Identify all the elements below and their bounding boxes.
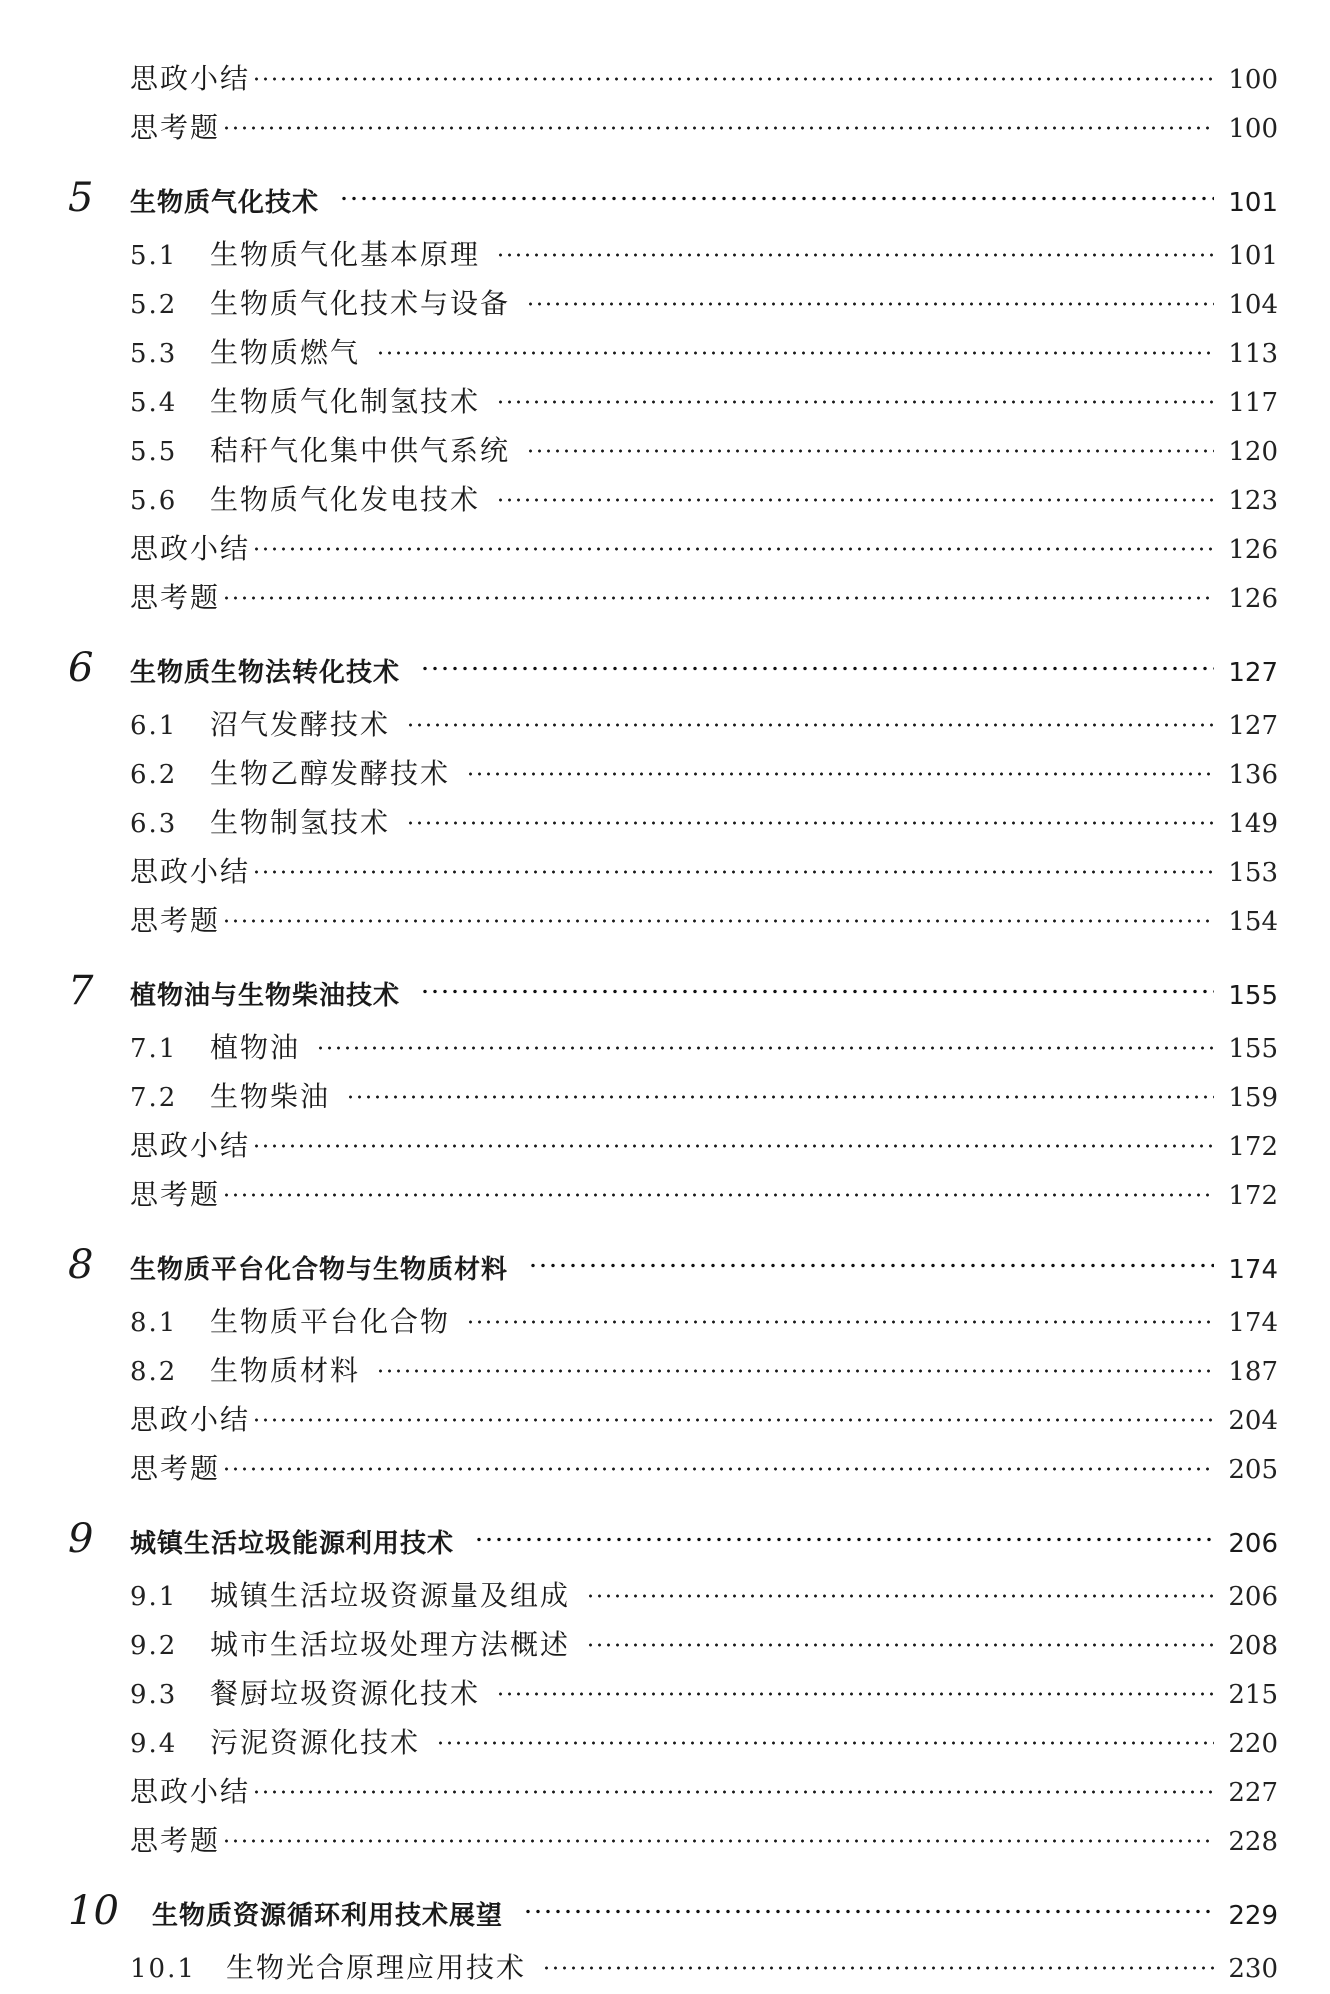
section-title: 秸秆气化集中供气系统 xyxy=(210,434,511,467)
chapter-title: 生物质资源循环利用技术展望 xyxy=(152,1901,504,1931)
page-number: 123 xyxy=(1228,486,1278,516)
chapter-number: 5 xyxy=(68,175,94,221)
section-title: 生物质气化发电技术 xyxy=(210,483,481,516)
page-number: 187 xyxy=(1228,1357,1278,1387)
dot-leader xyxy=(420,666,1214,671)
section-title: 生物质平台化合物 xyxy=(210,1305,451,1338)
page-number: 220 xyxy=(1228,1729,1278,1759)
chapter-number: 9 xyxy=(68,1516,94,1562)
toc-entry[interactable] xyxy=(68,573,1278,622)
dot-leader xyxy=(346,1095,1214,1099)
page-number: 149 xyxy=(1228,809,1278,839)
section-entry[interactable] xyxy=(68,1669,1278,1718)
entry-title: 思考题 xyxy=(130,904,221,937)
dot-leader xyxy=(496,498,1214,502)
section-entry[interactable] xyxy=(68,377,1278,426)
page-number: 155 xyxy=(1228,981,1278,1011)
dot-leader xyxy=(376,1369,1214,1373)
entry-title: 思政小结 xyxy=(130,1775,251,1808)
section-number: 9.1 xyxy=(130,1582,178,1612)
section-title: 生物质燃气 xyxy=(210,336,361,369)
section-entry[interactable] xyxy=(68,700,1278,749)
dot-leader xyxy=(523,1909,1214,1914)
chapter-heading[interactable] xyxy=(68,959,1278,1023)
page-number: 174 xyxy=(1228,1308,1278,1338)
page-number: 208 xyxy=(1228,1631,1278,1661)
section-number: 5.1 xyxy=(130,241,178,271)
section-title: 生物质气化基本原理 xyxy=(210,238,481,271)
dot-leader xyxy=(586,1643,1214,1647)
page-number: 100 xyxy=(1228,65,1278,95)
dot-leader xyxy=(252,1418,1214,1422)
toc-entry[interactable] xyxy=(68,54,1278,103)
section-entry[interactable] xyxy=(68,1023,1278,1072)
dot-leader xyxy=(376,351,1214,355)
toc-entry[interactable] xyxy=(68,847,1278,896)
page-number: 154 xyxy=(1228,907,1278,937)
section-entry[interactable] xyxy=(68,1297,1278,1346)
entry-title: 思考题 xyxy=(130,111,221,144)
dot-leader xyxy=(406,821,1214,825)
section-title: 生物乙醇发酵技术 xyxy=(210,757,451,790)
section-title: 污泥资源化技术 xyxy=(210,1726,421,1759)
section-entry[interactable] xyxy=(68,426,1278,475)
dot-leader xyxy=(222,1839,1214,1843)
dot-leader xyxy=(222,1467,1214,1471)
chapter-number: 7 xyxy=(68,968,94,1014)
section-number: 5.2 xyxy=(130,290,178,320)
toc-entry[interactable] xyxy=(68,896,1278,945)
dot-leader xyxy=(496,400,1214,404)
section-title: 生物质气化制氢技术 xyxy=(210,385,481,418)
section-number: 9.3 xyxy=(130,1680,178,1710)
chapter-title: 生物质生物法转化技术 xyxy=(130,658,401,688)
dot-leader xyxy=(528,1263,1214,1268)
page-number: 127 xyxy=(1228,658,1278,688)
page-number: 104 xyxy=(1228,290,1278,320)
dot-leader xyxy=(222,126,1214,130)
section-entry[interactable] xyxy=(68,1718,1278,1767)
section-title: 餐厨垃圾资源化技术 xyxy=(210,1677,481,1710)
entry-title: 思政小结 xyxy=(130,1129,251,1162)
toc-entry[interactable] xyxy=(68,1767,1278,1816)
page-number: 136 xyxy=(1228,760,1278,790)
dot-leader xyxy=(252,870,1214,874)
page-number: 159 xyxy=(1228,1083,1278,1113)
section-number: 8.2 xyxy=(130,1357,178,1387)
page-number: 101 xyxy=(1228,241,1278,271)
page-number: 100 xyxy=(1228,114,1278,144)
page-number: 206 xyxy=(1228,1582,1278,1612)
section-entry[interactable] xyxy=(68,279,1278,328)
toc-entry[interactable] xyxy=(68,1121,1278,1170)
dot-leader xyxy=(496,1692,1214,1696)
section-entry[interactable] xyxy=(68,1072,1278,1121)
page-number: 206 xyxy=(1228,1529,1278,1559)
section-entry[interactable] xyxy=(68,475,1278,524)
section-number: 7.2 xyxy=(130,1083,178,1113)
section-number: 5.4 xyxy=(130,388,178,418)
section-number: 9.2 xyxy=(130,1631,178,1661)
chapter-heading[interactable] xyxy=(68,636,1278,700)
section-title: 生物质气化技术与设备 xyxy=(210,287,511,320)
page-number: 228 xyxy=(1228,1827,1278,1857)
section-number: 5.5 xyxy=(130,437,178,467)
page-number: 155 xyxy=(1228,1034,1278,1064)
page-number: 153 xyxy=(1228,858,1278,888)
section-title: 生物柴油 xyxy=(210,1080,331,1113)
entry-title: 思考题 xyxy=(130,1178,221,1211)
section-entry[interactable] xyxy=(68,1571,1278,1620)
dot-leader xyxy=(252,1790,1214,1794)
entry-title: 思考题 xyxy=(130,581,221,614)
dot-leader xyxy=(252,547,1214,551)
section-number: 5.3 xyxy=(130,339,178,369)
section-title: 植物油 xyxy=(210,1031,301,1064)
section-title: 生物光合原理应用技术 xyxy=(226,1951,527,1984)
section-entry[interactable] xyxy=(68,1943,1278,1992)
toc-entry[interactable] xyxy=(68,1170,1278,1219)
dot-leader xyxy=(252,1144,1214,1148)
dot-leader xyxy=(474,1537,1214,1542)
section-title: 城镇生活垃圾资源量及组成 xyxy=(210,1579,571,1612)
toc-entry[interactable] xyxy=(68,524,1278,573)
entry-title: 思考题 xyxy=(130,1824,221,1857)
page-number: 229 xyxy=(1228,1901,1278,1931)
chapter-title: 植物油与生物柴油技术 xyxy=(130,981,401,1011)
page-number: 174 xyxy=(1228,1255,1278,1285)
section-number: 8.1 xyxy=(130,1308,178,1338)
page-number: 172 xyxy=(1228,1181,1278,1211)
entry-title: 思政小结 xyxy=(130,62,251,95)
chapter-heading[interactable] xyxy=(68,1507,1278,1571)
page-number: 117 xyxy=(1228,388,1278,418)
section-number: 6.1 xyxy=(130,711,178,741)
section-entry[interactable] xyxy=(68,328,1278,377)
page-number: 113 xyxy=(1228,339,1278,369)
dot-leader xyxy=(222,596,1214,600)
section-entry[interactable] xyxy=(68,230,1278,279)
chapter-number: 6 xyxy=(68,645,94,691)
toc-entry[interactable] xyxy=(68,1395,1278,1444)
chapter-heading[interactable] xyxy=(68,166,1278,230)
section-number: 6.3 xyxy=(130,809,178,839)
chapter-title: 生物质平台化合物与生物质材料 xyxy=(130,1255,509,1285)
page-number: 205 xyxy=(1228,1455,1278,1485)
chapter-number: 10 xyxy=(68,1888,119,1934)
toc-entry[interactable] xyxy=(68,103,1278,152)
dot-leader xyxy=(526,302,1214,306)
dot-leader xyxy=(466,772,1214,776)
section-title: 沼气发酵技术 xyxy=(210,708,391,741)
table-of-contents xyxy=(68,54,1278,1992)
dot-leader xyxy=(316,1046,1214,1050)
dot-leader xyxy=(542,1966,1214,1970)
chapter-number: 8 xyxy=(68,1242,94,1288)
chapter-title: 生物质气化技术 xyxy=(130,188,320,218)
dot-leader xyxy=(526,449,1214,453)
page-number: 126 xyxy=(1228,584,1278,614)
dot-leader xyxy=(436,1741,1214,1745)
dot-leader xyxy=(406,723,1214,727)
entry-title: 思考题 xyxy=(130,1452,221,1485)
toc-entry[interactable] xyxy=(68,1816,1278,1865)
section-title: 生物制氢技术 xyxy=(210,806,391,839)
dot-leader xyxy=(222,1193,1214,1197)
dot-leader xyxy=(252,77,1214,81)
entry-title: 思政小结 xyxy=(130,1403,251,1436)
page-number: 215 xyxy=(1228,1680,1278,1710)
dot-leader xyxy=(420,989,1214,994)
section-number: 9.4 xyxy=(130,1729,178,1759)
section-entry[interactable] xyxy=(68,798,1278,847)
page-number: 204 xyxy=(1228,1406,1278,1436)
section-title: 生物质材料 xyxy=(210,1354,361,1387)
section-entry[interactable] xyxy=(68,1620,1278,1669)
page-number: 101 xyxy=(1228,188,1278,218)
section-entry[interactable] xyxy=(68,1346,1278,1395)
chapter-heading[interactable] xyxy=(68,1879,1278,1943)
dot-leader xyxy=(466,1320,1214,1324)
entry-title: 思政小结 xyxy=(130,532,251,565)
dot-leader xyxy=(339,196,1214,201)
dot-leader xyxy=(586,1594,1214,1598)
toc-entry[interactable] xyxy=(68,1444,1278,1493)
dot-leader xyxy=(496,253,1214,257)
page-number: 120 xyxy=(1228,437,1278,467)
page-number: 126 xyxy=(1228,535,1278,565)
section-title: 城市生活垃圾处理方法概述 xyxy=(210,1628,571,1661)
section-number: 7.1 xyxy=(130,1034,178,1064)
page-number: 227 xyxy=(1228,1778,1278,1808)
dot-leader xyxy=(222,919,1214,923)
section-entry[interactable] xyxy=(68,749,1278,798)
section-number: 5.6 xyxy=(130,486,178,516)
section-number: 6.2 xyxy=(130,760,178,790)
chapter-heading[interactable] xyxy=(68,1233,1278,1297)
entry-title: 思政小结 xyxy=(130,855,251,888)
page-number: 127 xyxy=(1228,711,1278,741)
page-number: 172 xyxy=(1228,1132,1278,1162)
page-number: 230 xyxy=(1228,1954,1278,1984)
section-number: 10.1 xyxy=(130,1954,196,1984)
chapter-title: 城镇生活垃圾能源利用技术 xyxy=(130,1529,455,1559)
